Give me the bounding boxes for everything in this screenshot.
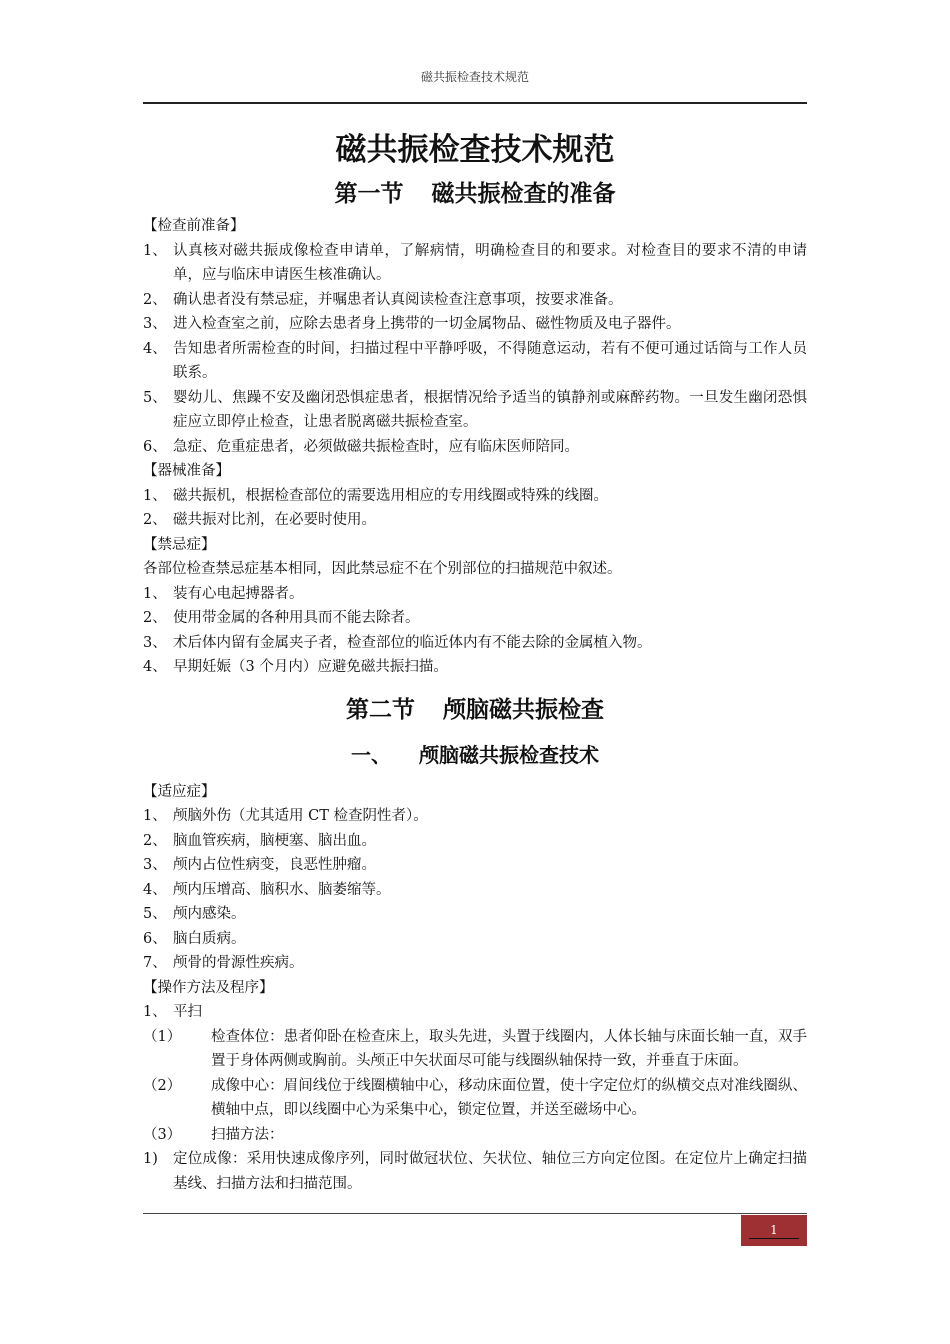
page-header: 磁共振检查技术规范: [420, 70, 529, 84]
list-text: 使用带金属的各种用具而不能去除者。: [173, 610, 420, 626]
prep-heading: 【检查前准备】: [143, 218, 245, 234]
list-text: 磁共振对比剂，在必要时使用。: [173, 512, 376, 528]
list-text: 认真核对磁共振成像检查申请单，了解病情，明确检查目的和要求。对检查目的要求不清的申请单，应与临床申请医生核准确认。: [173, 242, 807, 283]
list-number: （2）: [143, 1077, 182, 1094]
list-number: 5、: [143, 389, 167, 406]
list-item: [143, 655, 807, 680]
list-text: 颅内压增高、脑积水、脑萎缩等。: [173, 881, 391, 898]
section-2-heading: [143, 690, 807, 730]
list-item: [143, 1123, 807, 1148]
list-text: 平扫: [173, 1004, 202, 1020]
page-number-underline: [749, 1238, 799, 1239]
list-text: 颅脑外伤（尤其适用 CT 检查阴性者）。: [173, 808, 428, 824]
list-number: （3）: [143, 1126, 182, 1143]
section-2-label: 第二节: [346, 696, 415, 723]
list-number: 2、: [143, 832, 167, 849]
list-text: 急症、危重症患者，必须做磁共振检查时，应有临床医师陪同。: [173, 438, 579, 455]
list-item: [143, 804, 807, 829]
list-text: 颅内占位性病变，良恶性肿瘤。: [173, 857, 376, 873]
list-text: 成像中心：眉间线位于线圈横轴中心，移动床面位置，使十字定位灯的纵横交点对准线圈纵、横轴中点，即以线圈中心为采集中心，锁定位置，并送至磁场中心。: [211, 1077, 807, 1118]
subsection-title: 颅脑磁共振检查技术: [419, 742, 599, 767]
method-sub-list: [143, 1025, 807, 1148]
list-number: 3、: [143, 316, 167, 332]
list-item: [143, 878, 807, 903]
list-item: [143, 829, 807, 854]
list-item: [143, 435, 807, 460]
method-step-1: [143, 1000, 807, 1025]
list-item: [143, 927, 807, 952]
page-number: 1: [770, 1223, 778, 1237]
list-item: [143, 902, 807, 927]
list-text: 颅骨的骨源性疾病。: [173, 955, 304, 971]
list-text: 检查体位：患者仰卧在检查床上，取头先进，头置于线圈内，人体长轴与床面长轴一直，双手置于身体两侧或胸前。头颅正中矢状面尽可能与线圈纵轴保持一致，并垂直于床面。: [211, 1028, 807, 1069]
equip-list: [143, 484, 807, 533]
list-text: 确认患者没有禁忌症，并嘱患者认真阅读检查注意事项，按要求准备。: [173, 291, 623, 308]
list-number: 1、: [143, 242, 167, 259]
contra-intro: 各部位检查禁忌症基本相同，因此禁忌症不在个别部位的扫描规范中叙述。: [143, 561, 622, 577]
list-item: [143, 337, 807, 386]
list-item: [143, 312, 807, 337]
indication-heading: 【适应症】: [143, 783, 216, 800]
list-number: 3、: [143, 634, 167, 651]
list-number: 4、: [143, 659, 167, 675]
list-number: 1、: [143, 585, 167, 602]
list-item: [143, 386, 807, 435]
list-item: [143, 606, 807, 631]
page-number-badge: [741, 1215, 807, 1246]
list-number: 6、: [143, 438, 167, 455]
document-title: 磁共振检查技术规范: [335, 132, 615, 168]
list-text: 术后体内留有金属夹子者，检查部位的临近体内有不能去除的金属植入物。: [173, 634, 652, 651]
list-item: [143, 1074, 807, 1123]
list-number: 5、: [143, 906, 167, 922]
subsection-heading: [143, 730, 807, 780]
footer-divider: [143, 1213, 807, 1214]
list-text: 扫描方法：: [211, 1126, 284, 1143]
list-item: [143, 288, 807, 313]
list-number: 2、: [143, 512, 167, 528]
list-item: [143, 508, 807, 533]
list-number: 1): [143, 1151, 158, 1167]
list-item: [143, 951, 807, 976]
document-body: [143, 126, 807, 1196]
scan-method-list: [143, 1147, 807, 1196]
list-item: [143, 239, 807, 288]
subsection-label: 一、: [351, 742, 391, 767]
prep-list: [143, 239, 807, 460]
section-1-label: 第一节: [334, 181, 404, 207]
header-divider: [143, 102, 807, 104]
contra-list: [143, 582, 807, 680]
list-number: 6、: [143, 930, 167, 947]
equip-heading: 【器械准备】: [143, 463, 230, 479]
section-1-title: 磁共振检查的准备: [431, 181, 616, 207]
list-text: 早期妊娠（3 个月内）应避免磁共振扫描。: [173, 659, 448, 675]
list-number: 1、: [143, 1004, 167, 1020]
section-2-title: 颅脑磁共振检查: [443, 696, 604, 723]
list-number: （1）: [143, 1028, 182, 1045]
section-1-heading: [143, 174, 807, 214]
list-item: [143, 1147, 807, 1196]
list-number: 4、: [143, 881, 167, 898]
list-text: 脑白质病。: [173, 930, 246, 947]
list-item: [143, 1025, 807, 1074]
indication-list: [143, 804, 807, 976]
list-text: 装有心电起搏器者。: [173, 585, 304, 602]
list-number: 2、: [143, 291, 167, 308]
list-number: 7、: [143, 955, 167, 971]
list-number: 1、: [143, 487, 167, 504]
list-item: [143, 853, 807, 878]
contra-heading: 【禁忌症】: [143, 536, 216, 553]
list-text: 磁共振机，根据检查部位的需要选用相应的专用线圈或特殊的线圈。: [173, 487, 608, 504]
list-text: 告知患者所需检查的时间，扫描过程中平静呼吸，不得随意运动，若有不便可通过话筒与工作人员联系。: [173, 340, 807, 381]
list-item: [143, 484, 807, 509]
list-text: 颅内感染。: [173, 906, 246, 922]
list-text: 定位成像：采用快速成像序列，同时做冠状位、矢状位、轴位三方向定位图。在定位片上确定扫描基线、扫描方法和扫描范围。: [173, 1151, 807, 1192]
list-text: 进入检查室之前，应除去患者身上携带的一切金属物品、磁性物质及电子器件。: [173, 316, 681, 332]
list-number: 4、: [143, 340, 167, 357]
list-number: 1、: [143, 808, 167, 824]
list-item: [143, 582, 807, 607]
list-text: 脑血管疾病，脑梗塞、脑出血。: [173, 832, 376, 849]
list-number: 3、: [143, 857, 167, 873]
method-heading: 【操作方法及程序】: [143, 979, 274, 996]
list-number: 2、: [143, 610, 167, 626]
list-text: 婴幼儿、焦躁不安及幽闭恐惧症患者，根据情况给予适当的镇静剂或麻醉药物。一旦发生幽闭恐惧症应立即停止检查，让患者脱离磁共振检查室。: [173, 389, 807, 430]
list-item: [143, 631, 807, 656]
